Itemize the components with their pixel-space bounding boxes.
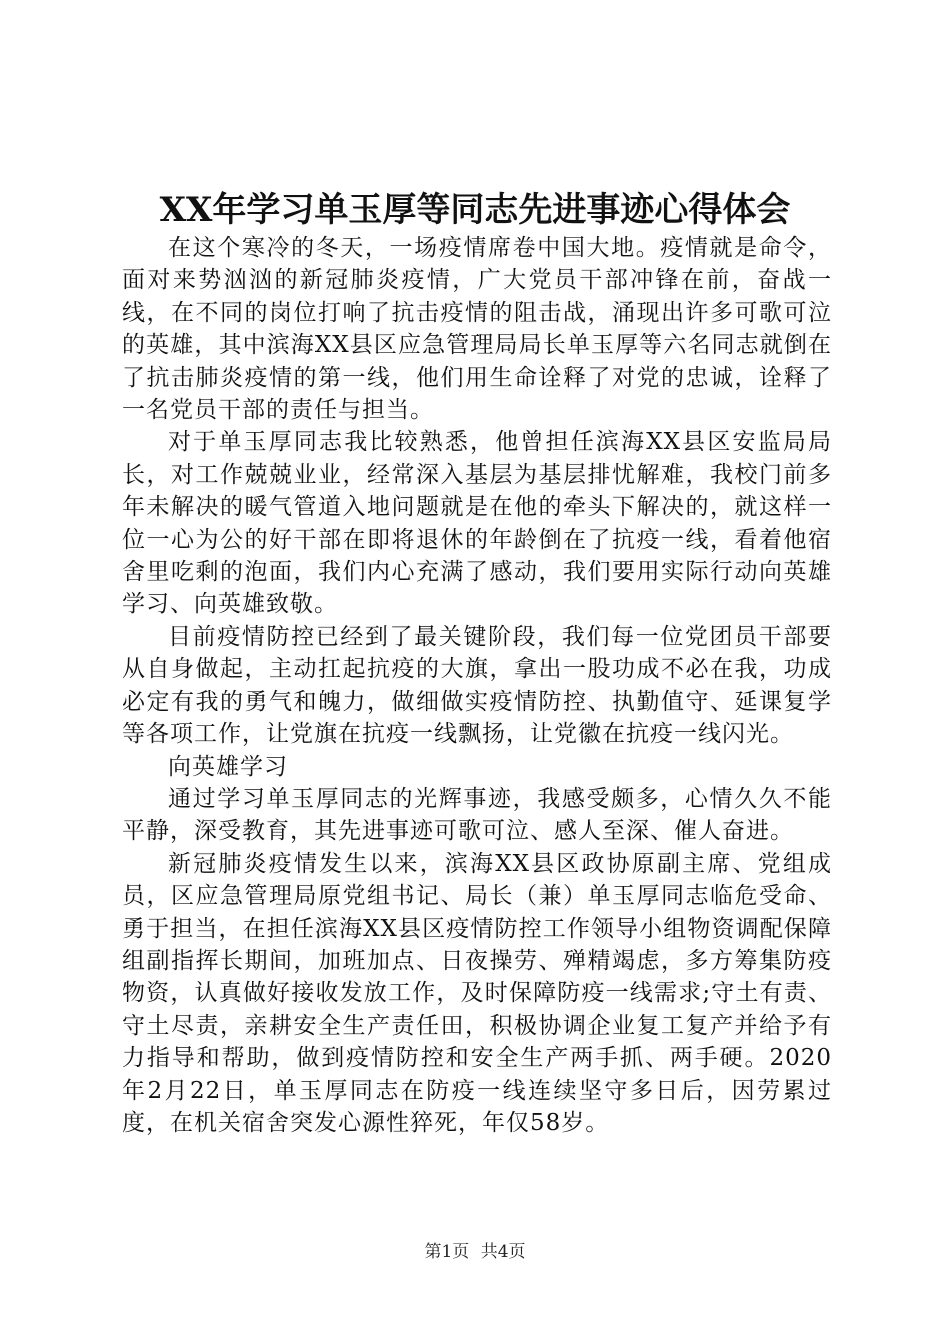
page-number: 第1页 (424, 1242, 470, 1262)
page-total: 共4页 (480, 1242, 526, 1262)
paragraph-3: 目前疫情防控已经到了最关键阶段，我们每一位党团员干部要从自身做起，主动扛起抗疫的大旗，拿出一股功成不必在我，功成必定有我的勇气和魄力，做细做实疫情防控、执勤值守、延课复学等各项工作，让党旗在抗疫一线飘扬，让党徽在抗疫一线闪光。 (122, 623, 832, 748)
paragraph-2: 对于单玉厚同志我比较熟悉，他曾担任滨海XX县区安监局局长，对工作兢兢业业，经常深入基层为基层排忧解难，我校门前多年未解决的暖气管道入地问题就是在他的牵头下解决的，就这样一位一心为公的好干部在即将退休的年龄倒在了抗疫一线，看着他宿舍里吃剩的泡面，我们内心充满了感动，我们要用实际行动向英雄学习、向英雄致敬。 (122, 429, 832, 618)
document-title: XX年学习单玉厚等同志先进事迹心得体会 (159, 190, 791, 230)
paragraph-1: 在这个寒冷的冬天，一场疫情席卷中国大地。疫情就是命令，面对来势汹汹的新冠肺炎疫情，广大党员干部冲锋在前，奋战一线，在不同的岗位打响了抗击疫情的阻击战，涌现出许多可歌可泣的英雄，其中滨海XX县区应急管理局局长单玉厚等六名同志就倒在了抗击肺炎疫情的第一线，他们用生命诠释了对党的忠诚，诠释了一名党员干部的责任与担当。 (122, 235, 832, 424)
page-footer (0, 1240, 950, 1264)
paragraph-4: 通过学习单玉厚同志的光辉事迹，我感受颇多，心情久久不能平静，深受教育，其先进事迹可歌可泣、感人至深、催人奋进。 (122, 785, 832, 845)
section-heading: 向英雄学习 (168, 753, 288, 780)
paragraph-5: 新冠肺炎疫情发生以来，滨海XX县区政协原副主席、党组成员，区应急管理局原党组书记、局长（兼）单玉厚同志临危受命、勇于担当，在担任滨海XX县区疫情防控工作领导小组物资调配保障组副指挥长期间，加班加点、日夜操劳、殚精竭虑，多方筹集防疫物资，认真做好接收发放工作，及时保障防疫一线需求;守土有责、守土尽责，亲耕安全生产责任田，积极协调企业复工复产并给予有力指导和帮助，做到疫情防控和安全生产两手抓、两手硬。2020年2月22日，单玉厚同志在防疫一线连续坚守多日后，因劳累过度，在机关宿舍突发心源性猝死，年仅58岁。 (122, 850, 832, 1136)
document-body (122, 232, 832, 1139)
